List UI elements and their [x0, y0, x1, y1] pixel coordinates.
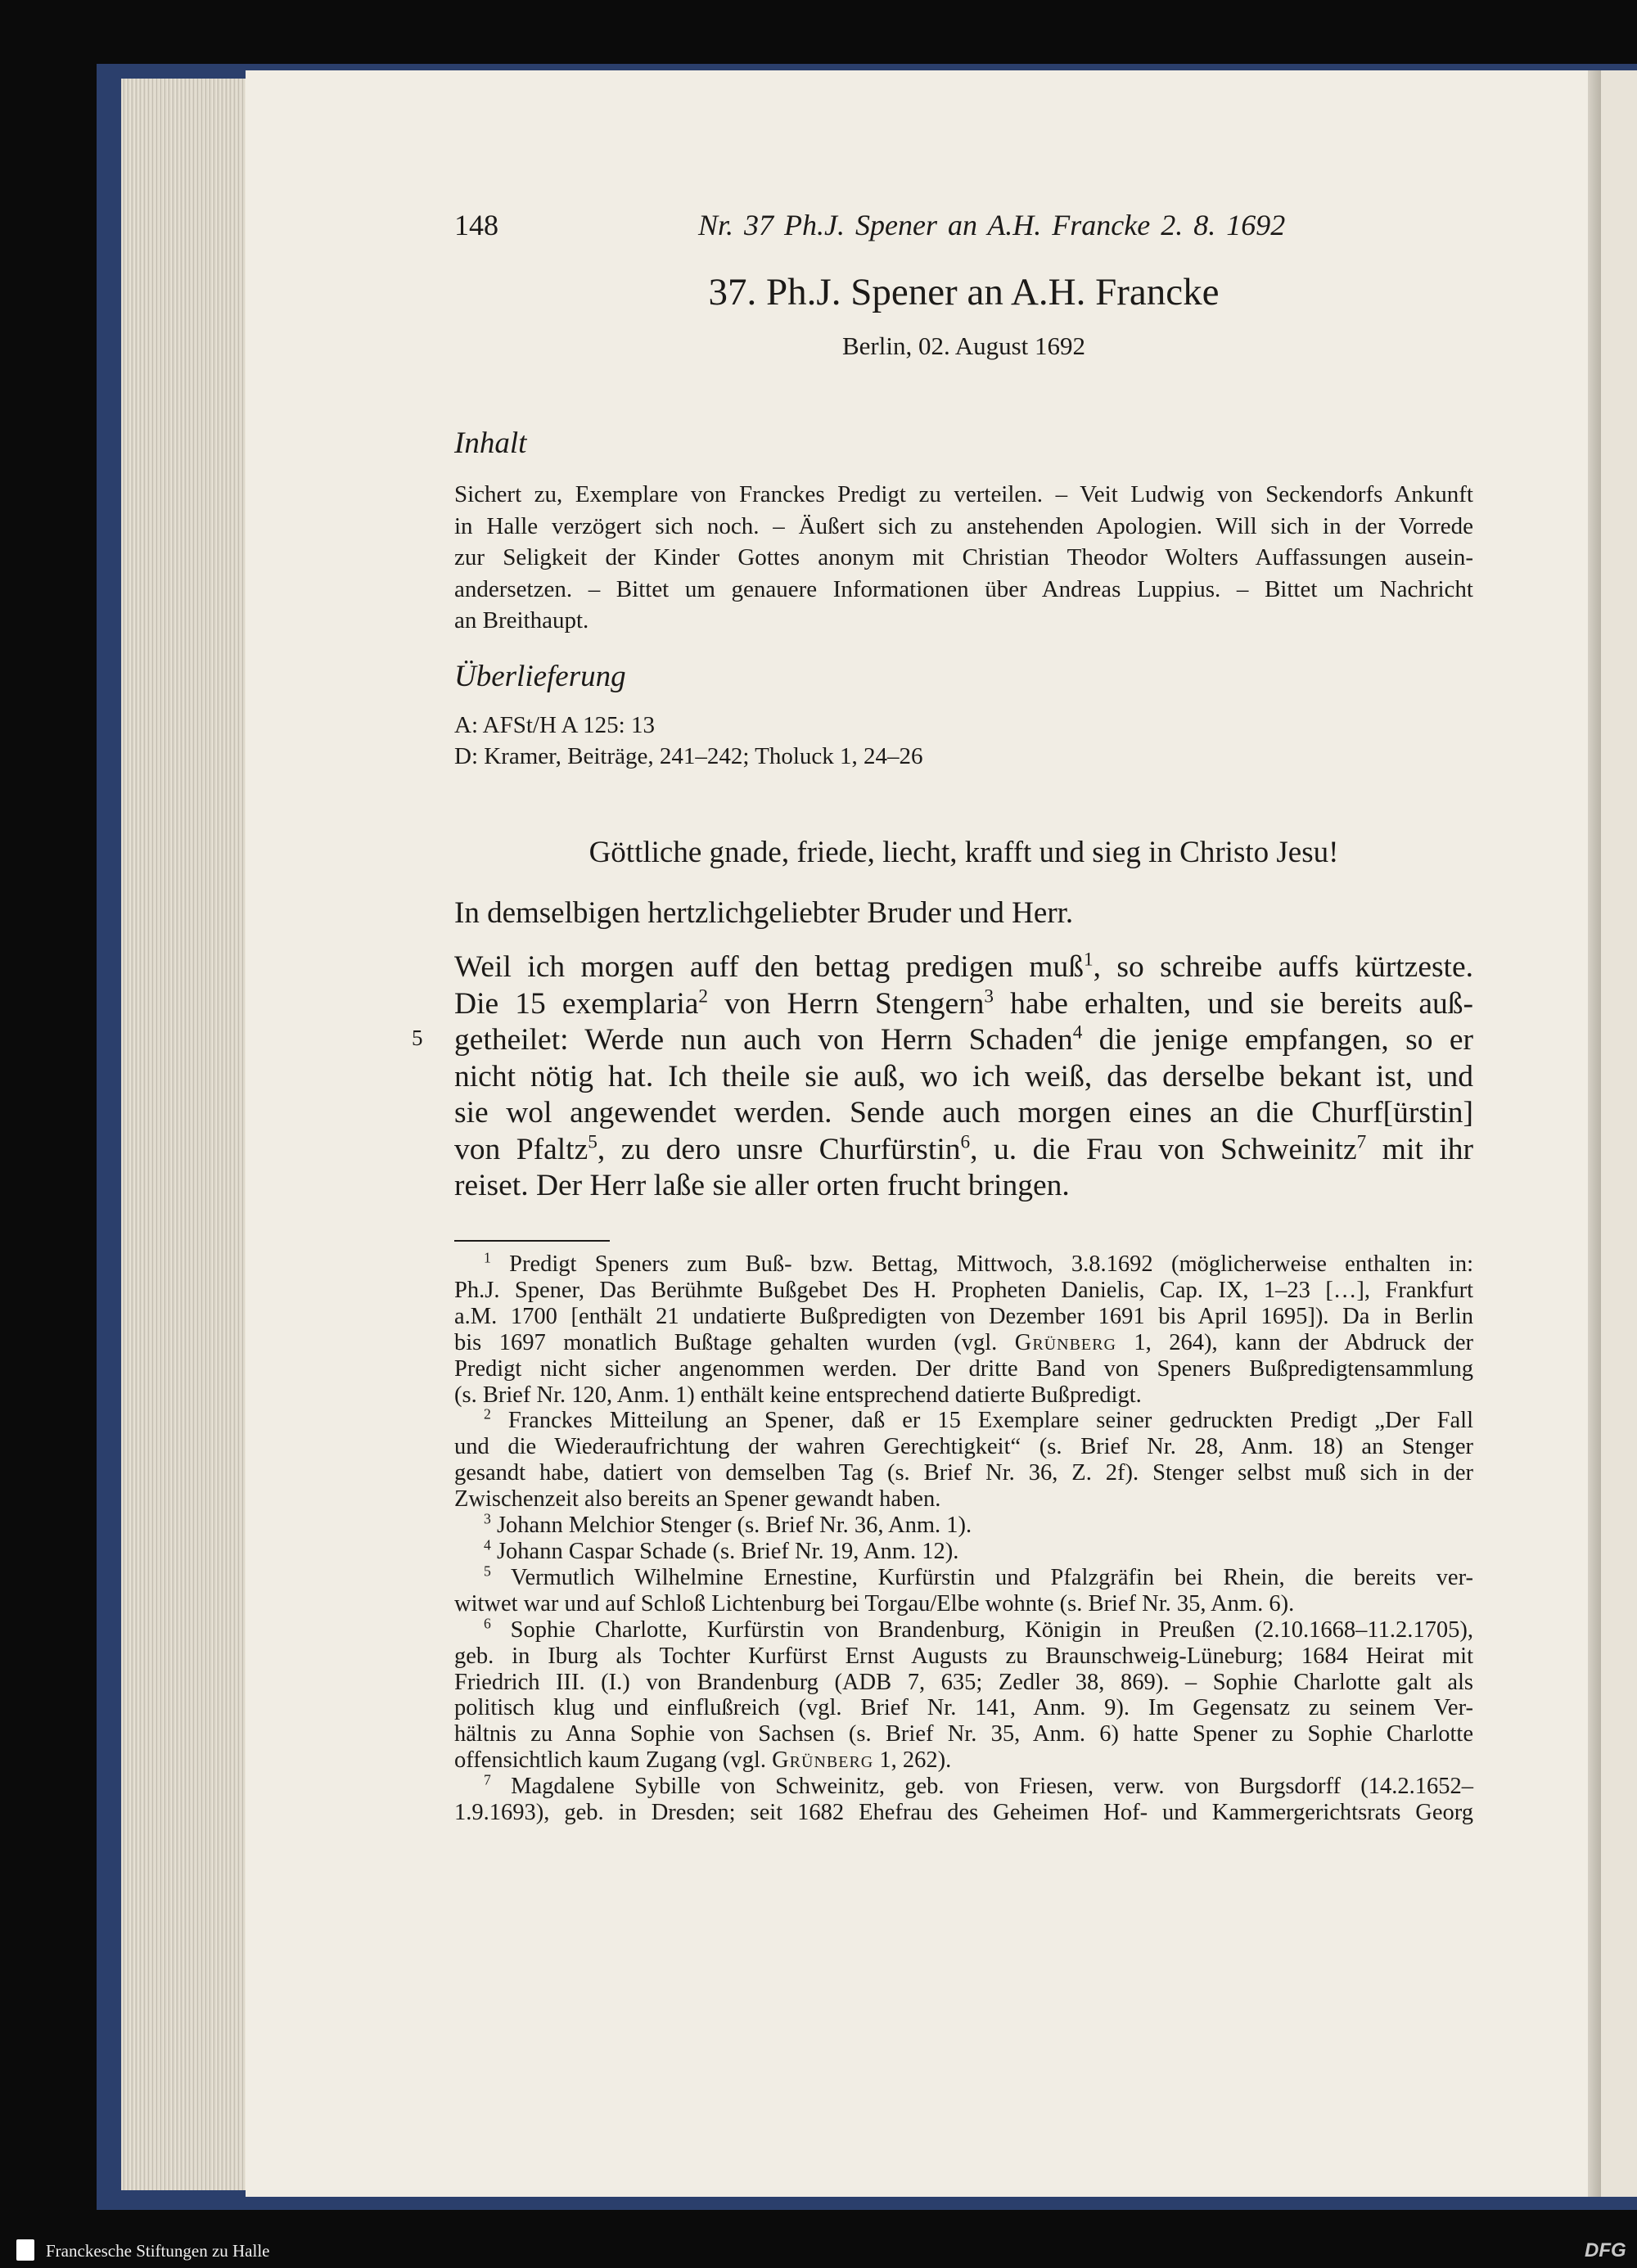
footnote-3: $^3$ Johann Melchior Stenger (s. Brief Nr. 36, Anm. 1). [484, 1510, 972, 1539]
summary-line: in Halle verzögert sich noch. – Äußert sich zu anstehenden Apologien. Will sich in der Vorrede [454, 512, 1473, 539]
footnote-ref: 7 [1356, 1131, 1367, 1152]
footnote-line: Ph.J. Spener, Das Berühmte Bußgebet Des H. Propheten Danielis, Cap. IX, 1–23 […], Frankfurt [454, 1277, 1473, 1303]
footnote-ref: 1 [1083, 949, 1094, 971]
footnote-line: offensichtlich kaum Zugang (vgl. Grünberg 1, 262). [454, 1747, 952, 1774]
footnote-line: (s. Brief Nr. 120, Anm. 1) enthält keine entsprechend datierte Bußpredigt. [454, 1382, 1142, 1408]
footnote-5: $^5$ Vermutlich Wilhelmine Ernestine, Kurfürstin und Pfalzgräfin bei Rhein, die bereits ver- [484, 1562, 1473, 1590]
dateline: Berlin, 02. August 1692 [841, 331, 1086, 360]
footnote-ref: 2 [698, 985, 709, 1007]
footnote-1: $^1$ Predigt Speners zum Buß- bzw. Bettag, Mittwoch, 3.8.1692 (möglicherweise enthalten in: [484, 1249, 1473, 1277]
footnote-ref: 5 [588, 1131, 598, 1152]
letter-line: getheilet: Werde nun auch von Herrn Schaden$^4$ die jenige empfangen, so er [454, 1021, 1473, 1057]
page-number: 148 [454, 209, 498, 241]
footnote-ref: 4 [1072, 1021, 1083, 1044]
footnotes [454, 1251, 1473, 1826]
footnote-line: witwet war und auf Schloß Lichtenburg bei Torgau/Elbe wohnte (s. Brief Nr. 35, Anm. 6). [454, 1590, 1295, 1616]
footnote-6: $^6$ Sophie Charlotte, Kurfürstin von Brandenburg, Königin in Preußen (2.10.1668–11.2.1705), [484, 1615, 1473, 1643]
footnote-line: 1.9.1693), geb. in Dresden; seit 1682 Ehefrau des Geheimen Hof- und Kammergerichtsrats Georg [454, 1800, 1473, 1826]
footnote-line: Zwischenzeit also bereits an Spener gewandt haben. [454, 1486, 941, 1513]
footnote-line: Friedrich III. (I.) von Brandenburg (ADB 7, 635; Zedler 38, 869). – Sophie Charlotte galt als [454, 1669, 1473, 1695]
running-title: Nr. 37 Ph.J. Spener an A.H. Francke 2. 8. 1692 [698, 209, 1286, 241]
letter-line: reiset. Der Herr laße sie aller orten frucht bringen. [454, 1169, 1070, 1202]
institution-logo-icon [16, 2239, 34, 2261]
inhalt-summary [454, 479, 1473, 637]
footnote-line: a.M. 1700 [enthält 21 undatierte Bußpredigten von Dezember 1691 bis April 1695]). Da in Berlin [454, 1303, 1473, 1329]
footnote-line: und die Wiederaufrichtung der wahren Gerechtigkeit“ (s. Brief Nr. 28, Anm. 18) an Stenger [454, 1434, 1473, 1460]
letter-line: nicht nötig hat. Ich theile sie auß, wo ich weiß, das derselbe bekant ist, und [454, 1059, 1473, 1093]
footnote-line: Predigt nicht sicher angenommen werden. Der dritte Band von Speners Bußpredigtensammlung [454, 1355, 1473, 1382]
institution-credit: Franckesche Stiftungen zu Halle [46, 2241, 270, 2261]
letter-line: Die 15 exemplaria$^2$ von Herrn Stengern$^3$ habe erhalten, und sie bereits auß- [454, 985, 1473, 1021]
witness-d: D: Kramer, Beiträge, 241–242; Tholuck 1, 24–26 [454, 743, 923, 769]
footnote-ref: 3 [984, 985, 994, 1007]
line-number: 5 [412, 1026, 423, 1050]
letter-body [454, 949, 1473, 1205]
footnote-line: hältnis zu Anna Sophie von Sachsen (s. Brief Nr. 35, Anm. 6) hatte Spener zu Sophie Charlotte [454, 1721, 1473, 1747]
summary-line: zur Seligkeit der Kinder Gottes anonym mit Christian Theodor Wolters Auffassungen ausein- [454, 544, 1473, 571]
footnote-7: $^7$ Magdalene Sybille von Schweinitz, geb. von Friesen, verw. von Burgsdorff (14.2.1652– [484, 1771, 1473, 1800]
footnote-line: geb. in Iburg als Tochter Kurfürst Ernst Augusts zu Braunschweig-Lüneburg; 1684 Heirat mit [454, 1643, 1473, 1669]
summary-line: andersetzen. – Bittet um genauere Informationen über Andreas Luppius. – Bittet um Nachricht [454, 575, 1473, 602]
footnote-line: politisch klug und einflußreich (vgl. Brief Nr. 141, Anm. 9). Im Gegensatz zu seinem Ver- [454, 1695, 1473, 1721]
letter-title: 37. Ph.J. Spener an A.H. Francke [708, 271, 1220, 313]
footnote-ref: 6 [960, 1131, 971, 1152]
footnote-4: $^4$ Johann Caspar Schade (s. Brief Nr. 19, Anm. 12). [484, 1536, 959, 1564]
letter-line: von Pfaltz$^5$, zu dero unsre Churfürstin$^6$, u. die Frau von Schweinitz$^7$ mit ihr [454, 1131, 1473, 1166]
letter-greeting: Göttliche gnade, friede, liecht, krafft und sieg in Christo Jesu! [589, 836, 1339, 869]
dfg-logo: DFG [1585, 2239, 1626, 2261]
letter-line: sie wol angewendet werden. Sende auch morgen eines an die Churf[ürstin] [454, 1096, 1473, 1129]
summary-line: Sichert zu, Exemplare von Franckes Predigt zu verteilen. – Veit Ludwig von Seckendorfs Ankunft [454, 481, 1473, 507]
ueberlieferung-heading: Überlieferung [454, 660, 626, 693]
summary-line: an Breithaupt. [454, 607, 589, 634]
inhalt-heading: Inhalt [454, 426, 527, 460]
footnote-rule [454, 1240, 610, 1242]
letter-salutation: In demselbigen hertzlichgeliebter Bruder und Herr. [454, 896, 1074, 930]
footnote-line: bis 1697 monatlich Bußtage gehalten wurden (vgl. Grünberg 1, 264), kann der Abdruck der [454, 1329, 1473, 1355]
letter-line: Weil ich morgen auff den bettag predigen muß$^1$, so schreibe auffs kürtzeste. [454, 949, 1473, 984]
witness-a: A: AFSt/H A 125: 13 [454, 712, 655, 738]
footnote-line: gesandt habe, datiert von demselben Tag (s. Brief Nr. 36, Z. 2f). Stenger selbst muß sich in der [454, 1460, 1473, 1486]
footnote-2: $^2$ Franckes Mitteilung an Spener, daß er 15 Exemplare seiner gedruckten Predigt „Der Fall [484, 1405, 1473, 1434]
